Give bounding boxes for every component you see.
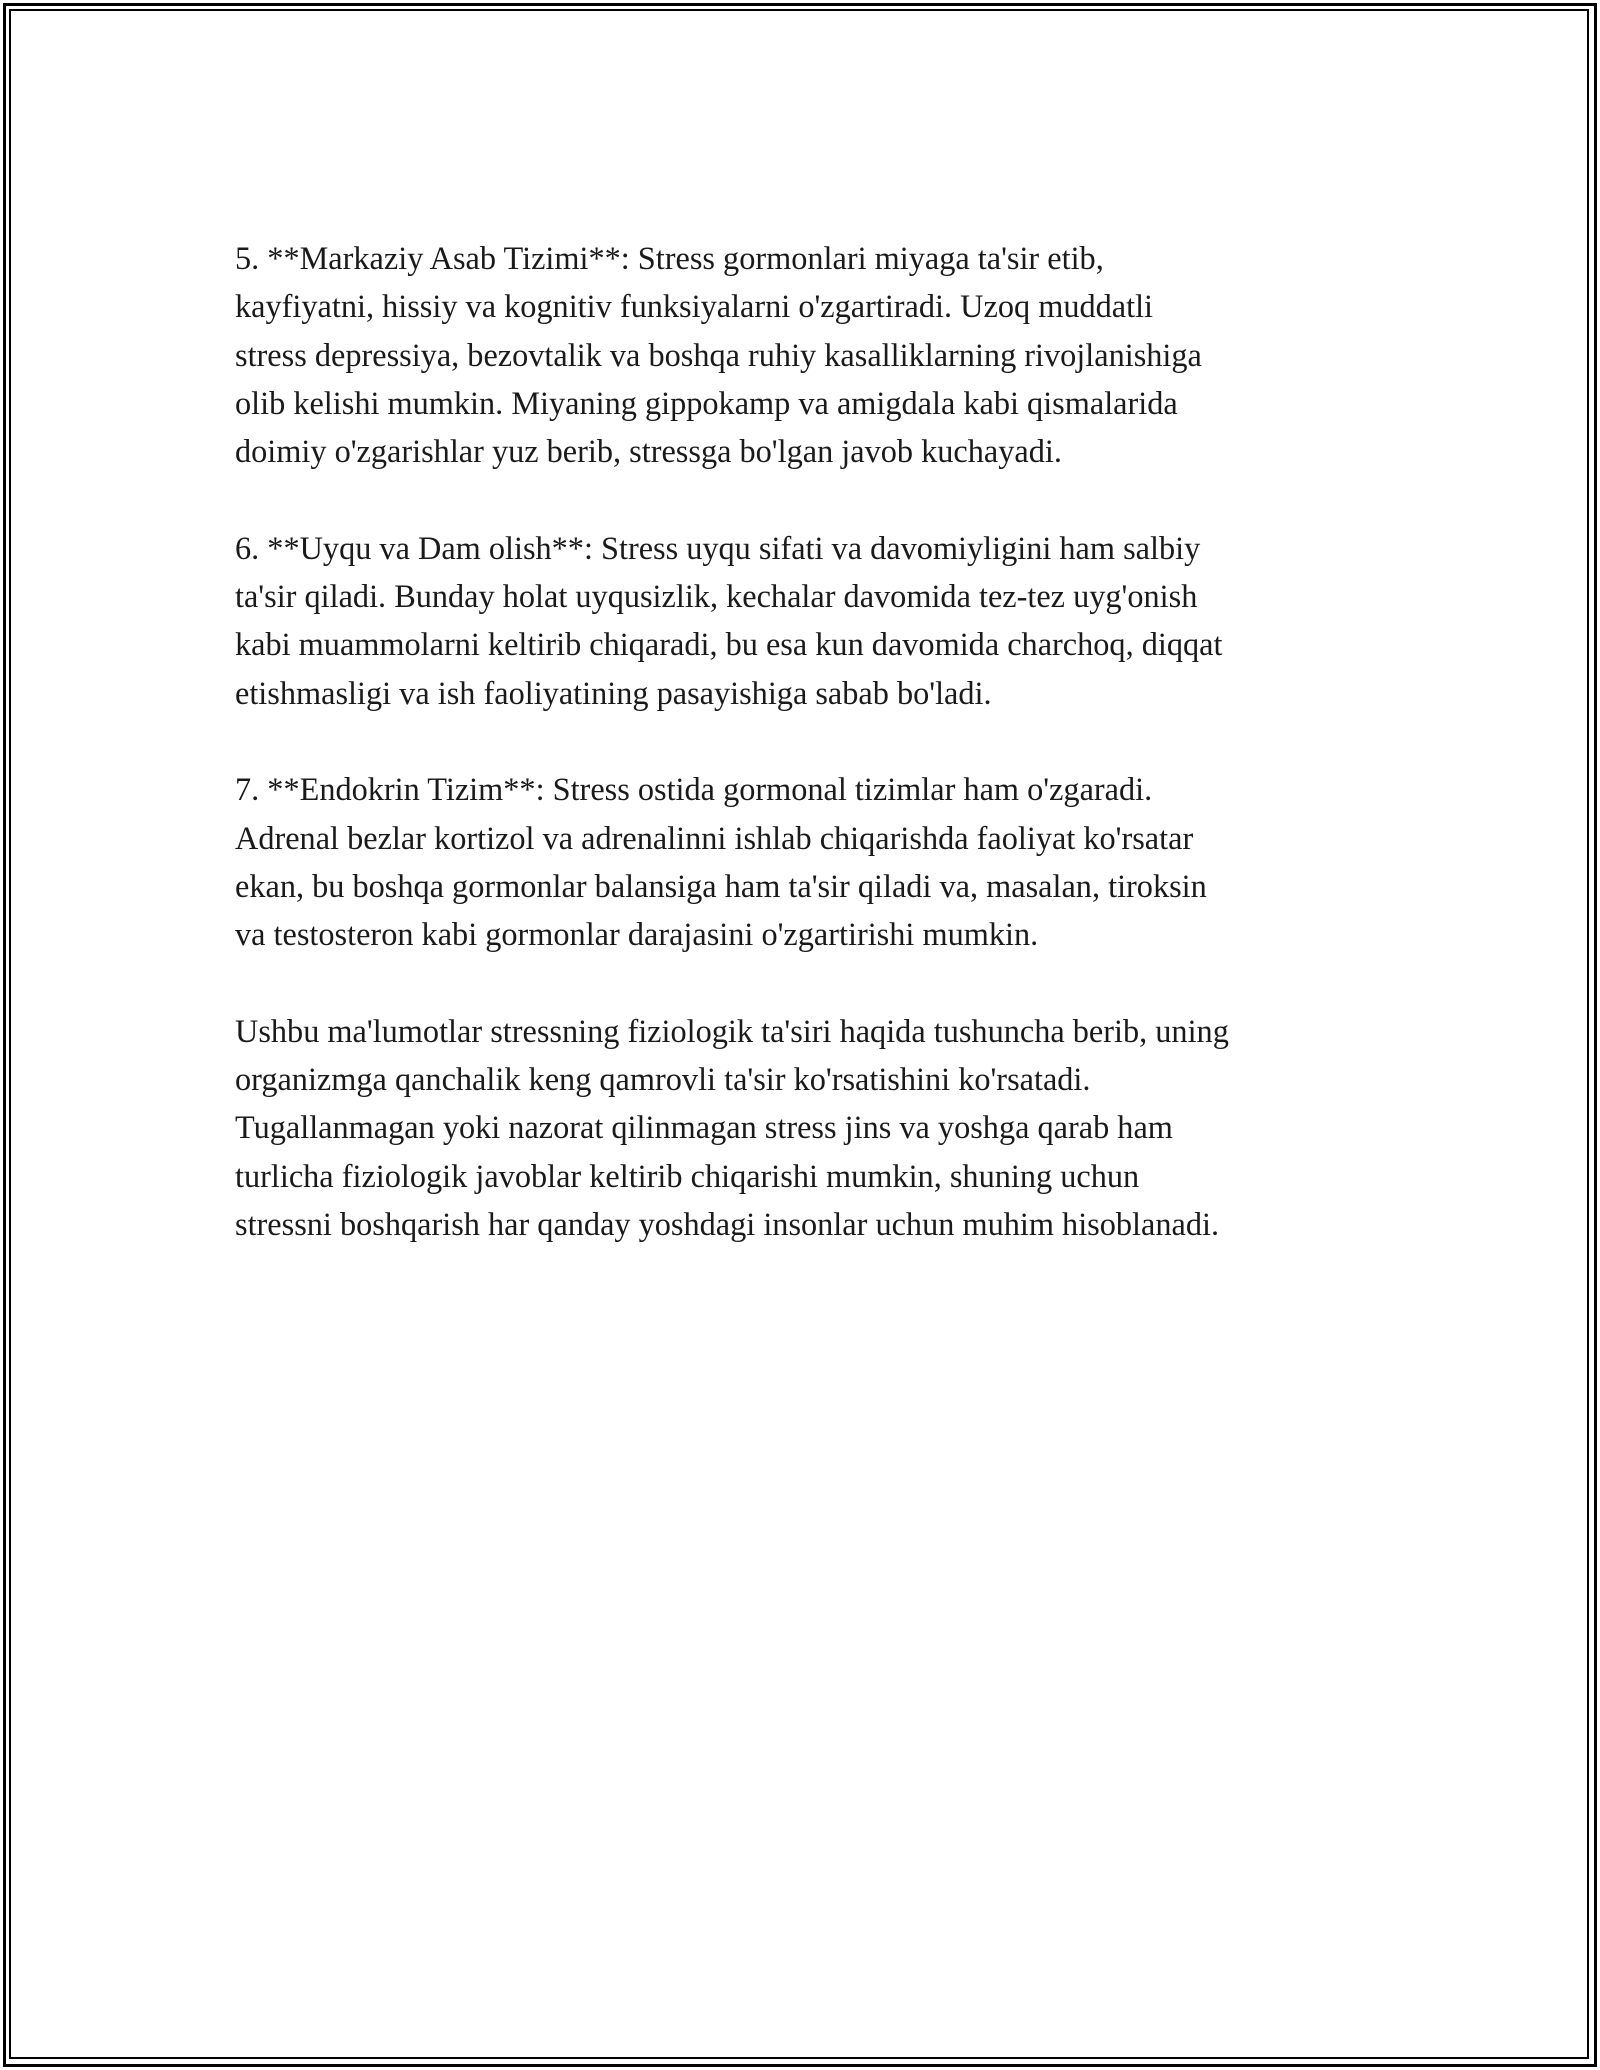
paragraph-endocrine-system: 7. **Endokrin Tizim**: Stress ostida gormonal tizimlar ham o'zgaradi. Adrenal bezlar kortizol va adrenalinni ishlab chiqarishda faoliyat ko'rsatar ekan, bu boshqa gormonlar balansiga ham ta'sir qiladi va, masalan, tiroksin va testosteron kabi gormonlar darajasini o'zgartirishi mumkin. — [235, 771, 1207, 953]
paragraph-sleep-and-rest: 6. **Uyqu va Dam olish**: Stress uyqu sifati va davomiyligini ham salbiy ta'sir qiladi. Bunday holat uyqusizlik, kechalar davomida tez-tez uyg'onish kabi muammolarni keltirib chiqaradi, bu esa kun davomida charchoq, diqqat etishmasligi va ish faoliyatining pasayishiga sabab bo'ladi. — [235, 529, 1223, 711]
paragraph-conclusion: Ushbu ma'lumotlar stressning fiziologik ta'siri haqida tushuncha berib, uning organizmga qanchalik keng qamrovli ta'sir ko'rsatishini ko'rsatadi. Tugallanmagan yoki nazorat qilinmagan stress jins va yoshga qarab ham turlicha fiziologik javoblar keltirib chiqarishi mumkin, shuning uchun stressni boshqarish har qanday yoshdagi insonlar uchun muhim hisoblanadi. — [235, 1012, 1229, 1242]
document-body — [235, 234, 1385, 1297]
paragraph-central-nervous-system: 5. **Markaziy Asab Tizimi**: Stress gormonlari miyaga ta'sir etib, kayfiyatni, hissiy va kognitiv funksiyalarni o'zgartiradi. Uzoq muddatli stress depressiya, bezovtalik va boshqa ruhiy kasalliklarning rivojlanishiga olib kelishi mumkin. Miyaning gippokamp va amigdala kabi qismalarida doimiy o'zgarishlar yuz berib, stressga bo'lgan javob kuchayadi. — [235, 240, 1202, 470]
